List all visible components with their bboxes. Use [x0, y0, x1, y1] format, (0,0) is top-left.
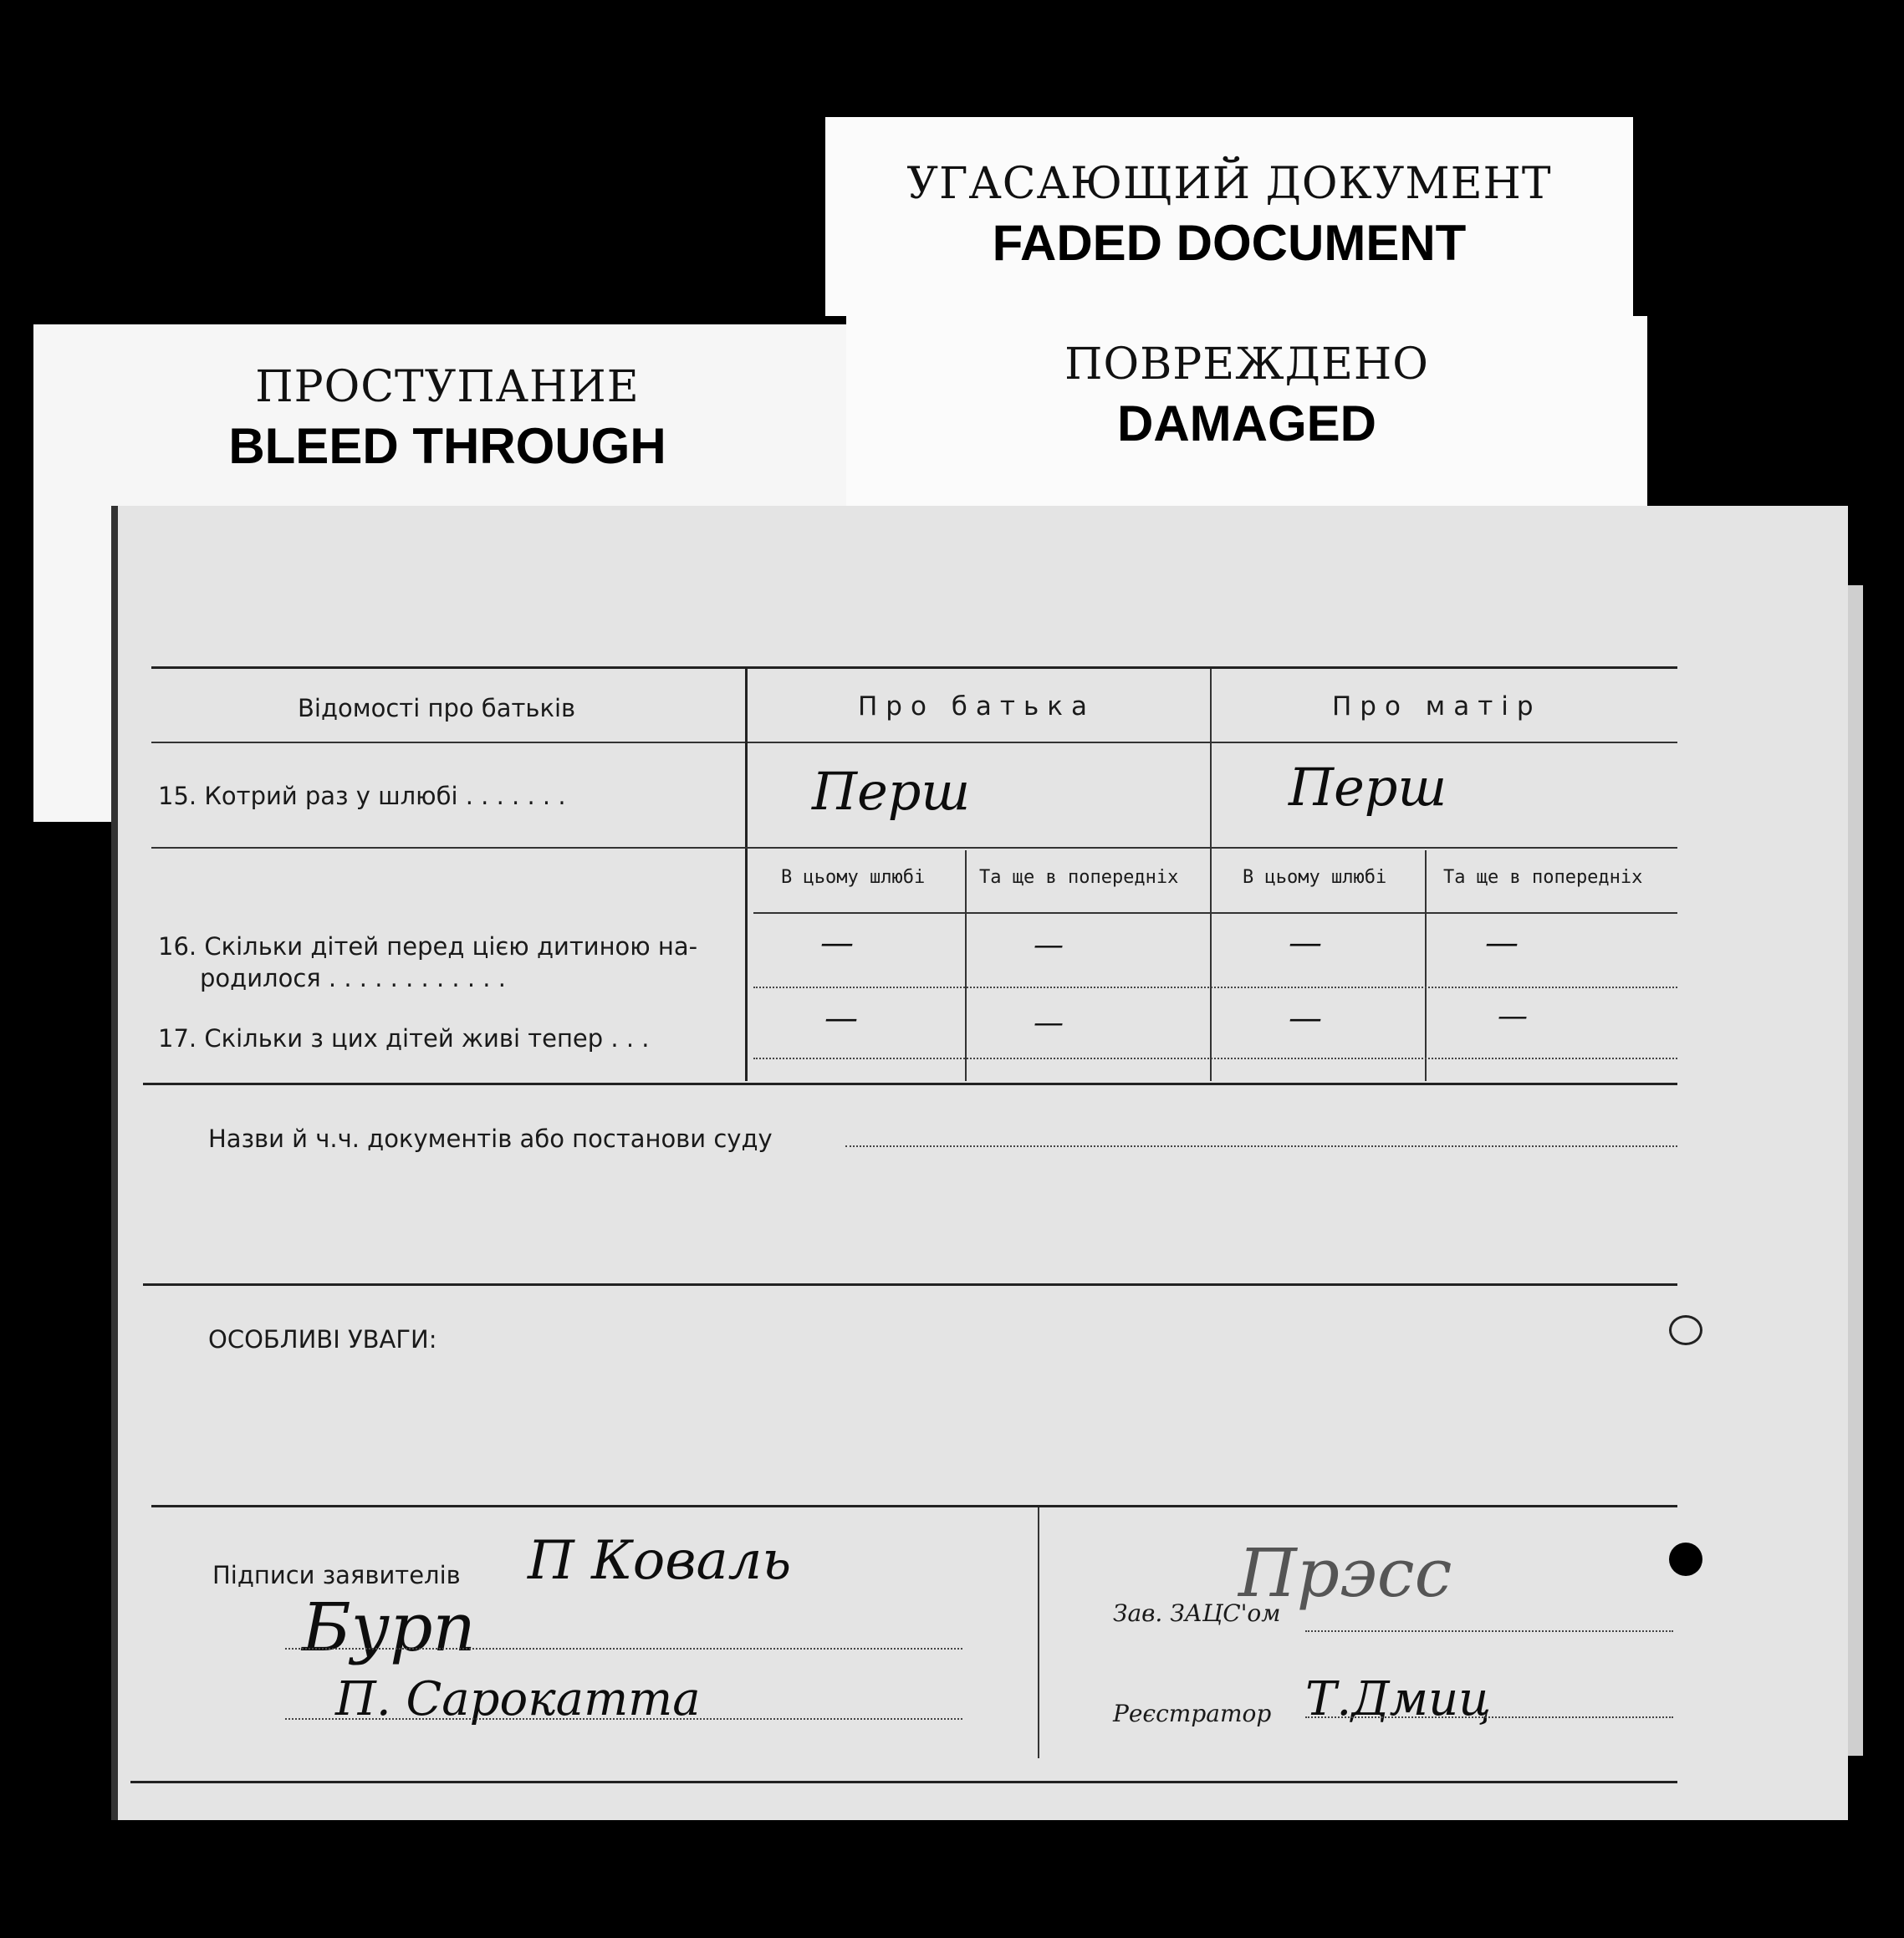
- row-15-bottom-rule: [151, 847, 1677, 849]
- row-16-father-this: —: [820, 924, 854, 962]
- signatures-top-rule: [151, 1505, 1677, 1507]
- bleed-through-en: BLEED THROUGH: [228, 418, 666, 474]
- faded-document-ru: УГАСАЮЩИЙ ДОКУМЕНТ: [906, 159, 1552, 209]
- applicant-signature-3: П. Сарокатта: [335, 1672, 701, 1726]
- documents-bottom-rule: [143, 1283, 1677, 1286]
- header-about-mother: Про матір: [1332, 691, 1542, 722]
- applicant-signature-2: Бурп: [302, 1589, 476, 1666]
- header-bottom-rule: [151, 742, 1677, 743]
- row-15-label: 15. Котрий раз у шлюбі . . . . . . .: [158, 782, 566, 810]
- registrar-line: [1305, 1716, 1673, 1718]
- subheader-father-this-marriage: В цьому шлюбі: [781, 867, 926, 888]
- column-divider-1: [745, 669, 748, 1081]
- subheader-father-previous: Та ще в попередніх: [979, 867, 1179, 888]
- head-of-registry-signature: Прэсс: [1238, 1534, 1452, 1612]
- documents-line: [845, 1145, 1677, 1147]
- subheader-bottom-rule: [753, 912, 1677, 914]
- row-17-father-prev: —: [1034, 1006, 1064, 1040]
- applicants-label: Підписи заявителів: [212, 1561, 461, 1589]
- row-17-mother-prev: —: [1498, 999, 1528, 1033]
- applicant-signature-1: П Коваль: [528, 1530, 792, 1592]
- faded-document-label-card: [825, 117, 1633, 316]
- row-17-mother-this: —: [1289, 999, 1322, 1038]
- head-of-registry-line: [1305, 1630, 1673, 1632]
- head-of-registry-label: Зав. ЗАЦС'ом: [1113, 1599, 1281, 1627]
- subheader-mother-previous: Та ще в попередніх: [1443, 867, 1643, 888]
- signatures-bottom-rule: [130, 1781, 1677, 1783]
- table-top-rule: [151, 666, 1677, 669]
- punch-hole-filled: [1669, 1543, 1702, 1576]
- bleed-through-ru: ПРОСТУПАНИЕ: [255, 362, 640, 412]
- row-16-mother-prev: —: [1485, 924, 1519, 962]
- registrar-signature: Т.Дмиц: [1305, 1672, 1492, 1726]
- header-about-father: Про батька: [858, 691, 1095, 722]
- signatures-divider: [1038, 1507, 1039, 1758]
- notes-label: ОСОБЛИВІ УВАГИ:: [208, 1325, 437, 1354]
- applicant-line-2: [285, 1718, 962, 1720]
- row-17-label: 17. Скільки з цих дітей живі тепер . . .: [158, 1024, 650, 1053]
- column-divider-2: [1210, 669, 1212, 1081]
- row-16-bottom-rule: [753, 987, 1677, 988]
- documents-label: Назви й ч.ч. документів або постанови суду: [208, 1125, 773, 1153]
- row-17-father-this: —: [824, 999, 858, 1038]
- punch-hole-open: [1669, 1315, 1702, 1345]
- row-16-label-line2: родилося . . . . . . . . . . . .: [200, 964, 506, 992]
- row-15-mother-value: Перш: [1289, 757, 1447, 818]
- table-bottom-rule: [143, 1083, 1677, 1085]
- registrar-label: Реєстратор: [1113, 1700, 1272, 1727]
- row-16-label-line1: 16. Скільки дітей перед цією дитиною на-: [158, 932, 698, 961]
- row-15-father-value: Перш: [812, 761, 971, 822]
- subheader-mother-this-marriage: В цьому шлюбі: [1243, 867, 1387, 888]
- row-16-father-prev: —: [1034, 928, 1064, 962]
- column-divider-mother: [1425, 850, 1427, 1081]
- damaged-label-card: [846, 316, 1647, 510]
- damaged-en: DAMAGED: [1117, 395, 1376, 451]
- applicant-line-1: [285, 1648, 962, 1650]
- damaged-ru: ПОВРЕЖДЕНО: [1064, 339, 1429, 390]
- registration-form-page: [111, 506, 1848, 1820]
- row-17-bottom-rule: [753, 1058, 1677, 1059]
- column-divider-father: [965, 850, 967, 1081]
- document-page-edge: [1848, 585, 1863, 1756]
- header-parents-info: Відомості про батьків: [298, 694, 576, 722]
- row-16-mother-this: —: [1289, 924, 1322, 962]
- faded-document-en: FADED DOCUMENT: [992, 215, 1467, 271]
